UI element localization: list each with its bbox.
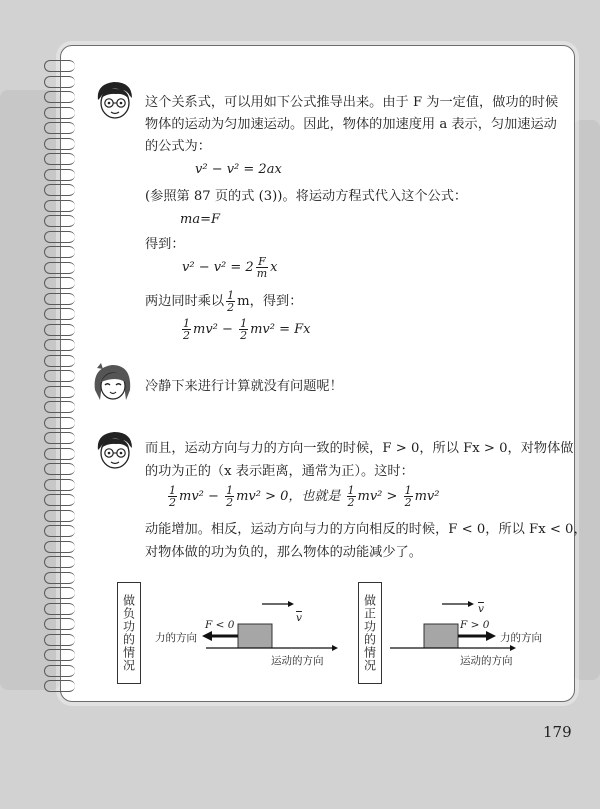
spiral-ring [44,76,75,88]
spiral-ring [44,510,75,522]
boy-avatar-icon [92,428,138,474]
boy-avatar-icon [92,78,138,124]
spiral-ring [44,665,75,677]
equation-part: mv² − [193,322,233,337]
fraction-numerator: 1 [227,289,235,302]
equation-part: mv² − [179,489,219,504]
paragraph-line: 而且，运动方向与力的方向一致的时候，F > 0，所以 Fx > 0，对物体做 [145,441,574,456]
spiral-ring [44,293,75,305]
spiral-ring [44,262,75,274]
equation-part: mv² > [357,489,398,504]
spiral-ring [44,246,75,258]
fraction [225,485,234,508]
spiral-ring [44,277,75,289]
spiral-ring [44,153,75,165]
spiral-ring [44,556,75,568]
background-shape [573,120,600,680]
fraction-numerator: 1 [183,317,190,330]
spiral-ring [44,587,75,599]
spiral-ring [44,91,75,103]
spiral-ring [44,448,75,460]
spiral-ring [44,308,75,320]
spiral-ring [44,355,75,367]
fraction-denominator: m [256,267,268,280]
fraction-denominator: 2 [183,329,190,342]
equation-part: mv² > 0，也就是 [236,489,341,504]
spiral-ring [44,386,75,398]
velocity-label: $\overline{v}$ [296,612,302,624]
spiral-ring [44,184,75,196]
spiral-binding [44,60,78,700]
speech-text: 冷静下来进行计算就没有问题呢！ [145,379,343,394]
spiral-ring [44,215,75,227]
spiral-ring [44,618,75,630]
spiral-ring [44,572,75,584]
fraction [404,485,413,508]
page-number: 179 [543,723,572,741]
fraction-denominator: 2 [169,496,176,509]
spiral-ring [44,680,75,692]
spiral-ring [44,479,75,491]
spiral-ring [44,200,75,212]
negative-work-label: 做负功的情况 [117,582,141,684]
fraction-numerator: 1 [347,484,355,497]
spiral-ring [44,370,75,382]
spiral-ring [44,231,75,243]
spiral-ring [44,60,75,72]
spiral-ring [44,603,75,615]
paragraph-line: (参照第 87 页的式 (3))。将运动方程式代入这个公式： [145,189,468,204]
fraction-numerator: 1 [169,484,176,497]
text-part: 两边同时乘以 [145,294,225,309]
paragraph-line: 得到： [145,237,185,252]
text-part: m，得到： [237,294,303,309]
spiral-ring [44,324,75,336]
equation-part: mv² = Fx [250,322,311,337]
fraction-numerator: 1 [226,484,234,497]
motion-direction-label: 运动的方向 [460,655,513,667]
fraction-numerator: F [256,256,268,268]
spiral-ring [44,107,75,119]
equation-kinetic-energy [180,318,310,341]
spiral-ring [44,401,75,413]
spiral-ring [44,525,75,537]
paragraph-line: 的功为正的（x 表示距离，通常为正）。这时： [145,464,414,479]
paragraph-line: 这个关系式，可以用如下公式推导出来。由于 F 为一定值，做功的时候 [145,95,559,110]
girl-avatar-icon [90,360,136,406]
fraction-numerator: 1 [404,484,412,497]
spiral-ring [44,138,75,150]
fraction [256,256,268,279]
fraction-denominator: 2 [227,301,235,314]
spiral-ring [44,494,75,506]
equation-positive-work [166,485,439,508]
spiral-ring [44,463,75,475]
motion-direction-label: 运动的方向 [271,655,324,667]
fraction [168,485,177,508]
equation-velocity-squared: v² − v² = 2ax [195,162,282,177]
spiral-ring [44,122,75,134]
fraction [226,290,235,313]
paragraph-line: 动能增加。相反，运动方向与力的方向相反的时候，F < 0，所以 Fx < 0， [145,522,587,537]
spiral-ring [44,649,75,661]
equation-substituted [182,256,277,279]
equation-part: x [270,260,278,275]
paragraph-line [145,290,302,313]
fraction-numerator: 1 [240,317,248,330]
spiral-ring [44,339,75,351]
positive-work-label: 做正功的情况 [358,582,382,684]
spiral-ring [44,417,75,429]
spiral-ring [44,432,75,444]
force-label-positive: F > 0 [460,619,490,631]
spiral-ring [44,541,75,553]
force-direction-label: 力的方向 [155,632,197,644]
equation-part: v² − v² = 2 [182,260,254,275]
force-direction-label: 力的方向 [500,632,542,644]
spiral-ring [44,169,75,181]
paragraph-line: 物体的运动为匀加速运动。因此，物体的加速度用 a 表示，匀加速运动 [145,117,557,132]
spiral-ring [44,634,75,646]
fraction-denominator: 2 [240,329,248,342]
fraction-denominator: 2 [226,496,234,509]
paragraph-line: 对物体做的功为负的，那么物体的动能减少了。 [145,545,422,560]
fraction [239,318,248,341]
force-label-negative: F < 0 [205,619,235,631]
velocity-label: $\overline{v}$ [478,603,484,615]
paragraph-line: 的公式为： [145,139,211,154]
fraction-denominator: 2 [404,496,412,509]
fraction [347,485,356,508]
fraction [182,318,191,341]
fraction-denominator: 2 [347,496,355,509]
equation-newton: ma=F [180,212,220,227]
equation-part: mv² [414,489,440,504]
